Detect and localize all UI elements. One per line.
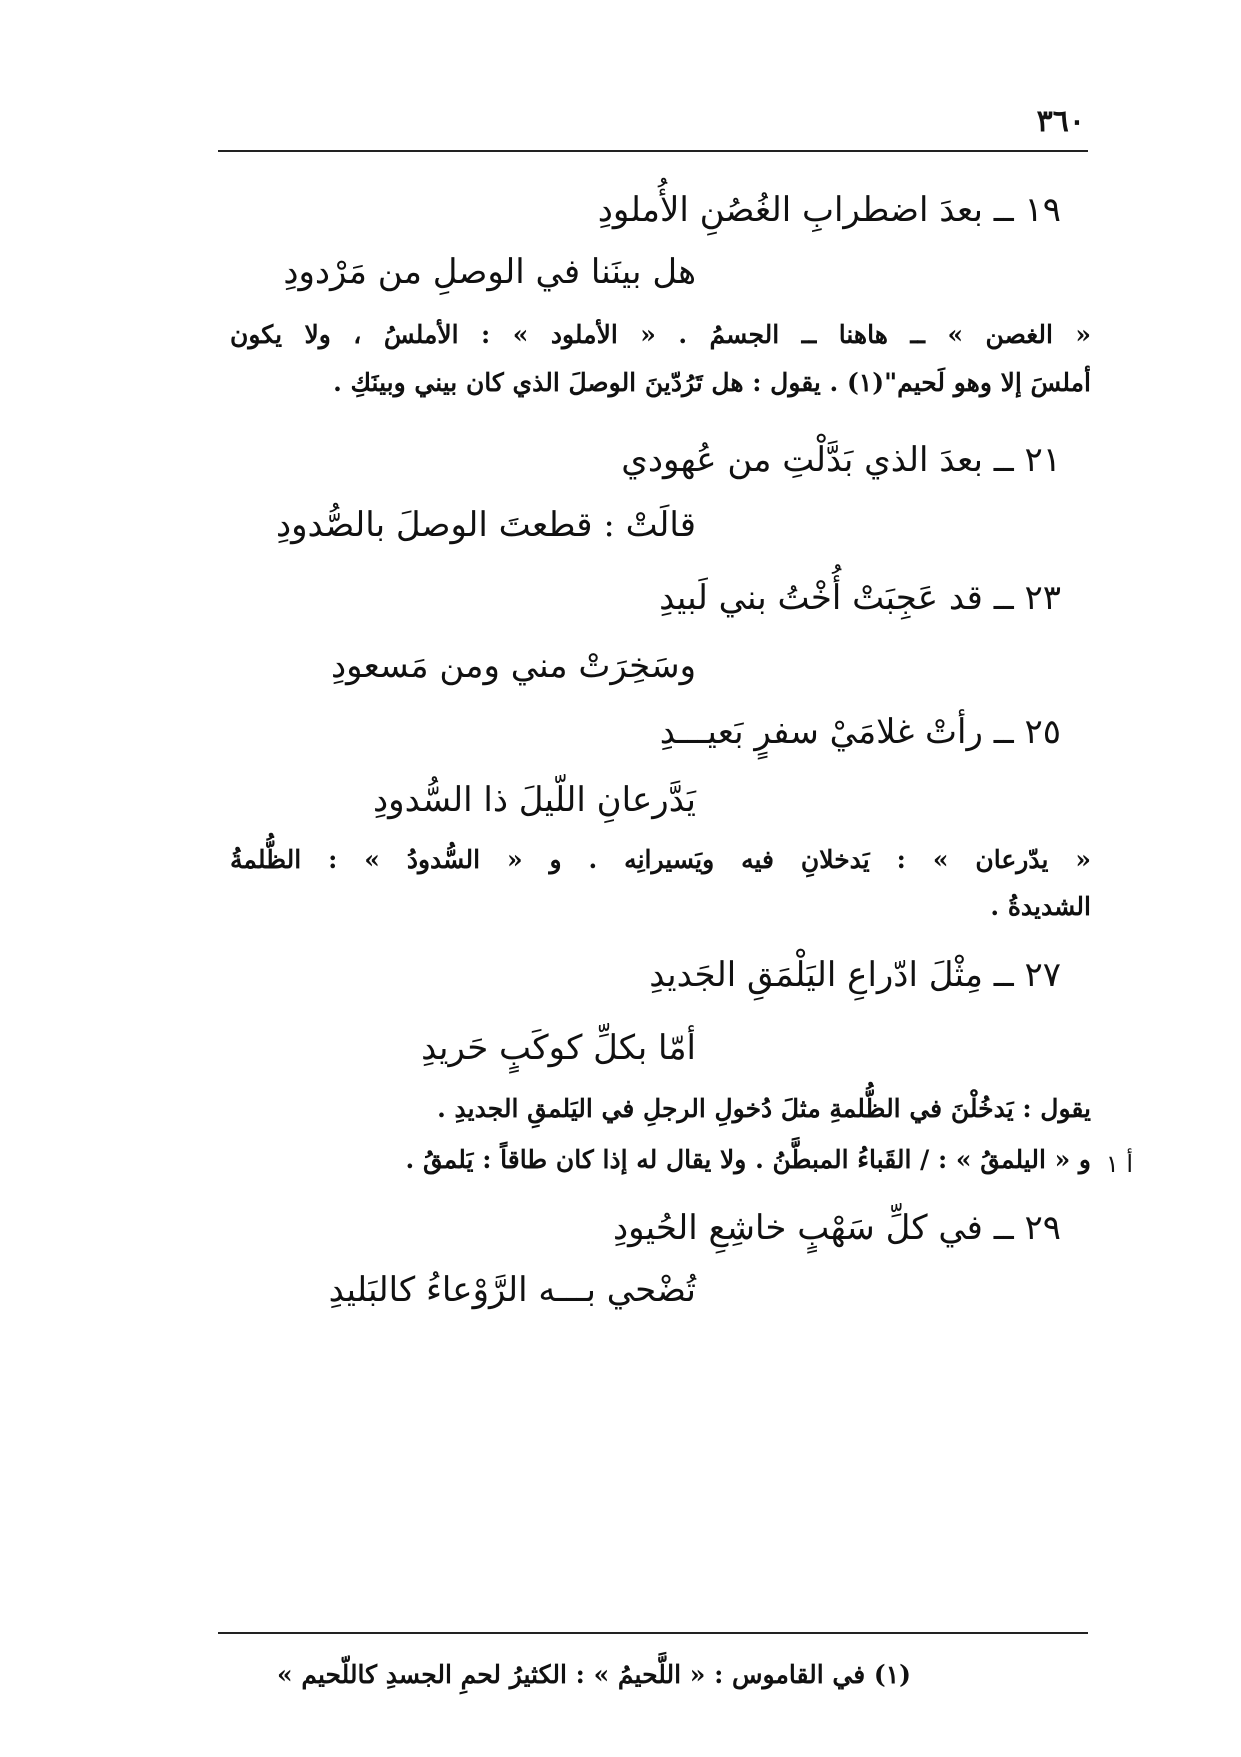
verse-line-v23a: ٢٣ ــ قد عَجِبَتْ أُخْتُ بني لَبيدِ [659,578,1061,618]
commentary-line-c6: و « اليلمقُ » : / القَباءُ المبطَّنُ . ولا يقال له إذا كان طاقاً : يَلمقُ . [405,1145,1091,1174]
margin-folio-mark: أ ١ [1105,1150,1133,1178]
page-number: ٣٦٠ [1036,104,1085,139]
verse-line-v27b: أمّا بكلِّ كوكَبٍ حَريدِ [421,1028,696,1068]
commentary-line-c5: يقول : يَدخُلْنَ في الظُّلمةِ مثلَ دُخولِ الرجلِ في اليَلمقِ الجديدِ . [437,1094,1091,1123]
footnote-rule [218,1632,1088,1634]
verse-line-v25a: ٢٥ ــ رأتْ غلامَيْ سفرٍ بَعيـــدِ [659,712,1061,752]
verse-line-v29a: ٢٩ ــ في كلِّ سَهْبٍ خاشِعِ الحُيودِ [612,1208,1061,1248]
verse-line-v27a: ٢٧ ــ مِثْلَ ادّراعِ اليَلْمَقِ الجَديدِ [649,955,1061,995]
commentary-line-c3: « يدّرعان » : يَدخلانِ فيه ويَسيرانِه . و « السُّدودُ » : الظُّلمةُ [230,845,1091,874]
commentary-line-c4: الشديدةُ . [990,892,1091,921]
verse-line-v19b: هل بينَنا في الوصلِ من مَرْدودِ [283,252,696,292]
commentary-line-c2: أملسَ إلا وهو لَحيم"(١) . يقول : هل تَرُدّينَ الوصلَ الذي كان بيني وبينَكِ . [333,368,1091,397]
header-rule [218,150,1088,152]
verse-line-v29b: تُضْحي بـــه الرَّوْعاءُ كالبَليدِ [328,1270,696,1310]
verse-line-v19a: ١٩ ــ بعدَ اضطرابِ الغُصُنِ الأُملودِ [597,190,1061,230]
verse-line-v21b: قالَتْ : قطعتَ الوصلَ بالصُّدودِ [275,505,696,545]
verse-line-v25b: يَدَّرعانِ اللّيلَ ذا السُّدودِ [373,780,696,820]
footnote: (١) في القاموس : « اللَّحيمُ » : الكثيرُ لحمِ الجسدِ كاللّحيم » [277,1660,911,1689]
verse-line-v21a: ٢١ ــ بعدَ الذي بَدَّلْتِ من عُهودي [621,440,1061,480]
commentary-line-c1: « الغصن » ــ هاهنا ــ الجسمُ . « الأملود » : الأملسُ ، ولا يكون [230,320,1091,349]
verse-line-v23b: وسَخِرَتْ مني ومن مَسعودِ [330,646,696,686]
